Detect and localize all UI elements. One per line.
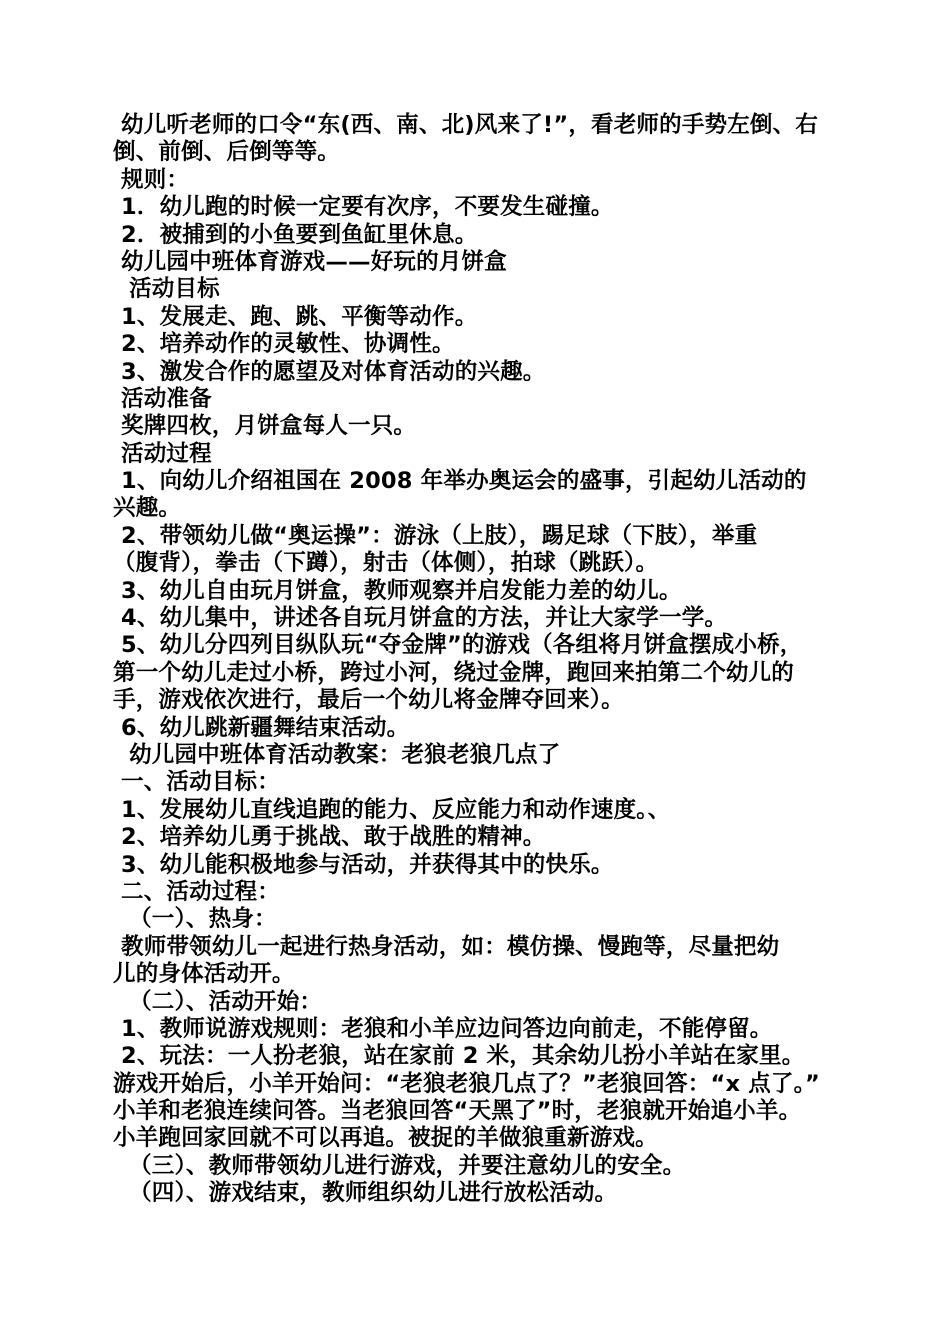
- text-line: （腹背），拳击（下蹲），射击（体侧），拍球（跳跃）。: [113, 550, 659, 577]
- text-line: 6、幼儿跳新疆舞结束活动。: [113, 714, 410, 741]
- text-line: 2、玩法：一人扮老狼，站在家前 2 米，其余幼儿扮小羊站在家里。: [113, 1043, 805, 1070]
- text-line: 二、活动过程：: [113, 878, 280, 905]
- text-line: 小羊跑回家回就不可以再追。被捉的羊做狼重新游戏。: [113, 1125, 658, 1152]
- text-line: 4、幼儿集中，讲述各自玩月饼盒的方法，并让大家学一学。: [113, 605, 728, 632]
- text-line: 2、培养幼儿勇于挑战、敢于战胜的精神。: [113, 824, 546, 851]
- text-line: 兴趣。: [113, 495, 182, 522]
- text-line: 幼儿园中班体育游戏——好玩的月饼盒: [113, 248, 507, 275]
- text-line: 幼儿听老师的口令“东(西、南、北)风来了!”，看老师的手势左倒、右: [113, 112, 819, 138]
- text-line: 1、教师说游戏规则：老狼和小羊应边问答边向前走，不能停留。: [113, 1015, 773, 1042]
- text-line: 活动目标: [113, 276, 220, 303]
- text-line: 规则：: [113, 166, 190, 193]
- text-line: 3、幼儿自由玩月饼盒，教师观察并启发能力差的幼儿。: [113, 577, 682, 604]
- document-body: [113, 112, 838, 1208]
- text-line: 儿的身体活动开。: [113, 961, 295, 988]
- text-line: 游戏开始后，小羊开始问：“老狼老狼几点了？”老狼回答：“x 点了。”: [113, 1070, 821, 1097]
- text-line: （四）、游戏结束，教师组织幼儿进行放松活动。: [113, 1180, 618, 1207]
- text-line: 活动准备: [113, 385, 212, 412]
- text-line: 第一个幼儿走过小桥，跨过小河，绕过金牌，跑回来拍第二个幼儿的: [113, 659, 795, 686]
- text-line: 一、活动目标：: [113, 769, 280, 796]
- text-line: 活动过程: [113, 440, 212, 467]
- text-line: （一）、热身：: [113, 906, 277, 933]
- text-line: 5、幼儿分四列目纵队玩“夺金牌”的游戏（各组将月饼盒摆成小桥，: [113, 632, 803, 659]
- text-line: 2、培养动作的灵敏性、协调性。: [113, 331, 455, 358]
- text-line: 幼儿园中班体育活动教案：老狼老狼几点了: [113, 741, 561, 768]
- text-line: 2．被捕到的小鱼要到鱼缸里休息。: [113, 221, 478, 248]
- text-line: 1．幼儿跑的时候一定要有次序，不要发生碰撞。: [113, 194, 614, 221]
- text-line: （三）、教师带领幼儿进行游戏，并要注意幼儿的安全。: [113, 1152, 686, 1179]
- text-line: 1、发展幼儿直线追跑的能力、反应能力和动作速度。、: [113, 796, 671, 823]
- text-line: 1、向幼儿介绍祖国在 2008 年举办奥运会的盛事，引起幼儿活动的: [113, 468, 807, 495]
- text-line: 倒、前倒、后倒等等。: [113, 139, 341, 166]
- text-line: 奖牌四枚，月饼盒每人一只。: [113, 413, 417, 440]
- text-line: 教师带领幼儿一起进行热身活动，如：模仿操、慢跑等，尽量把幼: [113, 933, 780, 960]
- text-line: 3、激发合作的愿望及对体育活动的兴趣。: [113, 358, 546, 385]
- text-line: 3、幼儿能积极地参与活动，并获得其中的快乐。: [113, 851, 614, 878]
- text-line: 2、带领幼儿做“奥运操”：游泳（上肢），踢足球（下肢），举重: [113, 522, 758, 549]
- text-line: 1、发展走、跑、跳、平衡等动作。: [113, 303, 478, 330]
- text-line: （二）、活动开始：: [113, 988, 323, 1015]
- text-line: 手，游戏依次进行，最后一个幼儿将金牌夺回来）。: [113, 687, 624, 714]
- text-line: 小羊和老狼连续问答。当老狼回答“天黑了”时，老狼就开始追小羊。: [113, 1098, 802, 1125]
